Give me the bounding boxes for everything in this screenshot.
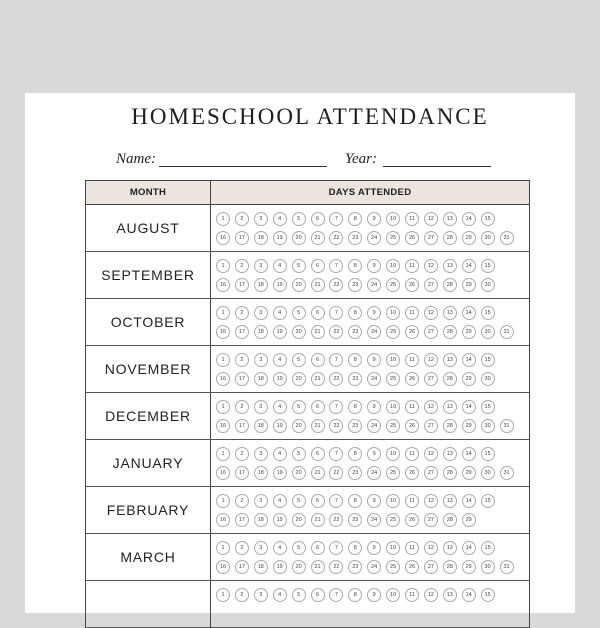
day-circle[interactable]: 11 xyxy=(405,212,419,226)
day-circle[interactable]: 15 xyxy=(481,212,495,226)
day-circle[interactable]: 25 xyxy=(386,419,400,433)
day-circle[interactable]: 28 xyxy=(443,466,457,480)
day-circle[interactable]: 2 xyxy=(235,494,249,508)
day-circle[interactable]: 11 xyxy=(405,400,419,414)
day-circle[interactable]: 19 xyxy=(273,372,287,386)
day-circle[interactable]: 17 xyxy=(235,419,249,433)
attendance-table xyxy=(85,180,530,628)
table-row xyxy=(86,440,529,487)
month-label: DECEMBER xyxy=(86,393,211,439)
day-circle[interactable]: 18 xyxy=(254,372,268,386)
day-circle[interactable]: 30 xyxy=(481,419,495,433)
day-circle[interactable]: 31 xyxy=(500,466,514,480)
day-circle[interactable]: 7 xyxy=(329,541,343,555)
day-circle[interactable]: 20 xyxy=(292,231,306,245)
day-circle[interactable]: 20 xyxy=(292,419,306,433)
day-circle[interactable]: 28 xyxy=(443,513,457,527)
day-circle[interactable]: 27 xyxy=(424,325,438,339)
day-circle[interactable]: 15 xyxy=(481,588,495,602)
day-circle[interactable]: 15 xyxy=(481,259,495,273)
day-circle[interactable]: 3 xyxy=(254,212,268,226)
day-circle[interactable]: 27 xyxy=(424,372,438,386)
day-circle[interactable]: 30 xyxy=(481,325,495,339)
day-circle[interactable]: 14 xyxy=(462,541,476,555)
day-circle[interactable]: 11 xyxy=(405,588,419,602)
day-circle[interactable]: 21 xyxy=(311,231,325,245)
day-circle[interactable]: 1 xyxy=(216,259,230,273)
day-circle[interactable]: 28 xyxy=(443,278,457,292)
day-circle[interactable]: 21 xyxy=(311,466,325,480)
day-circle[interactable]: 16 xyxy=(216,372,230,386)
day-circle[interactable]: 22 xyxy=(329,372,343,386)
day-circle[interactable]: 8 xyxy=(348,306,362,320)
day-circle[interactable]: 22 xyxy=(329,278,343,292)
day-circle[interactable]: 13 xyxy=(443,306,457,320)
day-circle[interactable]: 8 xyxy=(348,447,362,461)
day-circle[interactable]: 23 xyxy=(348,231,362,245)
day-circles xyxy=(211,393,529,439)
day-circle[interactable]: 20 xyxy=(292,325,306,339)
day-circle[interactable]: 22 xyxy=(329,419,343,433)
day-circle[interactable]: 12 xyxy=(424,353,438,367)
day-circle[interactable]: 19 xyxy=(273,419,287,433)
day-circles xyxy=(211,299,529,345)
day-circle[interactable]: 18 xyxy=(254,560,268,574)
day-circle[interactable]: 16 xyxy=(216,560,230,574)
day-circle[interactable]: 14 xyxy=(462,306,476,320)
day-circle[interactable]: 2 xyxy=(235,212,249,226)
day-circle[interactable]: 6 xyxy=(311,494,325,508)
day-circle[interactable]: 2 xyxy=(235,447,249,461)
year-label: Year: xyxy=(345,151,377,167)
day-circle[interactable]: 3 xyxy=(254,447,268,461)
table-row xyxy=(86,299,529,346)
day-circle[interactable]: 12 xyxy=(424,541,438,555)
day-circle[interactable]: 4 xyxy=(273,447,287,461)
day-circle[interactable]: 30 xyxy=(481,560,495,574)
day-circle[interactable]: 14 xyxy=(462,447,476,461)
day-circle[interactable]: 15 xyxy=(481,306,495,320)
day-circle[interactable]: 25 xyxy=(386,325,400,339)
name-field[interactable] xyxy=(159,166,327,167)
month-column-header: MONTH xyxy=(86,181,211,204)
day-circle[interactable]: 25 xyxy=(386,278,400,292)
day-circle[interactable]: 27 xyxy=(424,419,438,433)
day-circle[interactable]: 10 xyxy=(386,353,400,367)
day-circle[interactable]: 26 xyxy=(405,231,419,245)
day-circle[interactable]: 1 xyxy=(216,541,230,555)
day-circle[interactable]: 2 xyxy=(235,588,249,602)
day-circle[interactable]: 31 xyxy=(500,231,514,245)
day-circle[interactable]: 18 xyxy=(254,231,268,245)
day-circle[interactable]: 1 xyxy=(216,353,230,367)
day-circles xyxy=(211,440,529,486)
day-circle[interactable]: 11 xyxy=(405,306,419,320)
day-circle[interactable]: 22 xyxy=(329,466,343,480)
table-row xyxy=(86,581,529,628)
day-circle[interactable]: 12 xyxy=(424,400,438,414)
day-circle[interactable]: 8 xyxy=(348,212,362,226)
day-circle[interactable]: 29 xyxy=(462,466,476,480)
day-circle[interactable]: 21 xyxy=(311,325,325,339)
page-title: HOMESCHOOL ATTENDANCE xyxy=(131,104,489,129)
day-circle[interactable]: 3 xyxy=(254,541,268,555)
day-circle[interactable]: 30 xyxy=(481,372,495,386)
day-circle[interactable]: 19 xyxy=(273,278,287,292)
day-circle[interactable]: 24 xyxy=(367,325,381,339)
table-header xyxy=(86,181,529,205)
day-circle[interactable]: 22 xyxy=(329,513,343,527)
day-circle[interactable]: 12 xyxy=(424,259,438,273)
day-circle[interactable]: 21 xyxy=(311,372,325,386)
day-circle[interactable]: 31 xyxy=(500,560,514,574)
day-circle[interactable]: 22 xyxy=(329,560,343,574)
day-circle[interactable]: 6 xyxy=(311,353,325,367)
day-circle[interactable]: 25 xyxy=(386,466,400,480)
day-circle[interactable]: 7 xyxy=(329,400,343,414)
day-circle[interactable]: 20 xyxy=(292,466,306,480)
day-circle[interactable]: 30 xyxy=(481,466,495,480)
month-label: JANUARY xyxy=(86,440,211,486)
day-circle[interactable]: 31 xyxy=(500,419,514,433)
day-circle[interactable]: 20 xyxy=(292,372,306,386)
day-circle[interactable]: 25 xyxy=(386,231,400,245)
day-circle[interactable]: 23 xyxy=(348,372,362,386)
day-circle[interactable]: 31 xyxy=(500,325,514,339)
day-circle[interactable]: 28 xyxy=(443,560,457,574)
day-circle[interactable]: 17 xyxy=(235,231,249,245)
day-circle[interactable]: 26 xyxy=(405,325,419,339)
day-circle[interactable]: 8 xyxy=(348,494,362,508)
day-circle[interactable]: 6 xyxy=(311,259,325,273)
day-circle[interactable]: 15 xyxy=(481,447,495,461)
day-circle[interactable]: 1 xyxy=(216,447,230,461)
day-circle[interactable]: 7 xyxy=(329,259,343,273)
day-circle[interactable]: 27 xyxy=(424,513,438,527)
day-circles xyxy=(211,346,529,392)
day-circle[interactable]: 21 xyxy=(311,513,325,527)
day-circle[interactable]: 14 xyxy=(462,588,476,602)
day-circle[interactable]: 26 xyxy=(405,419,419,433)
day-circle[interactable]: 13 xyxy=(443,353,457,367)
day-circle[interactable]: 3 xyxy=(254,353,268,367)
day-circle[interactable]: 28 xyxy=(443,419,457,433)
day-circle[interactable]: 29 xyxy=(462,513,476,527)
day-circle[interactable]: 25 xyxy=(386,372,400,386)
day-circle[interactable]: 27 xyxy=(424,278,438,292)
day-circle[interactable]: 8 xyxy=(348,588,362,602)
day-circle[interactable]: 12 xyxy=(424,447,438,461)
day-circle[interactable]: 8 xyxy=(348,259,362,273)
day-circle[interactable]: 17 xyxy=(235,278,249,292)
day-circle[interactable]: 9 xyxy=(367,494,381,508)
day-circle[interactable]: 26 xyxy=(405,278,419,292)
day-circle[interactable]: 9 xyxy=(367,447,381,461)
day-circles xyxy=(211,534,529,580)
day-circle[interactable]: 11 xyxy=(405,447,419,461)
day-circle[interactable]: 18 xyxy=(254,325,268,339)
day-circle[interactable]: 27 xyxy=(424,231,438,245)
day-circle[interactable]: 9 xyxy=(367,306,381,320)
day-circle[interactable]: 17 xyxy=(235,466,249,480)
day-circle[interactable]: 19 xyxy=(273,231,287,245)
day-circle[interactable]: 13 xyxy=(443,588,457,602)
day-circle[interactable]: 28 xyxy=(443,231,457,245)
table-row xyxy=(86,205,529,252)
day-circle[interactable]: 28 xyxy=(443,372,457,386)
day-circle[interactable]: 26 xyxy=(405,513,419,527)
day-circle[interactable]: 2 xyxy=(235,541,249,555)
day-circle[interactable]: 17 xyxy=(235,372,249,386)
day-circle[interactable]: 23 xyxy=(348,466,362,480)
days-column-header: DAYS ATTENDED xyxy=(328,187,412,198)
day-circle[interactable]: 11 xyxy=(405,541,419,555)
day-circle[interactable]: 1 xyxy=(216,306,230,320)
table-row xyxy=(86,252,529,299)
day-circle[interactable]: 3 xyxy=(254,259,268,273)
day-circle[interactable]: 29 xyxy=(462,372,476,386)
day-circle[interactable]: 1 xyxy=(216,400,230,414)
day-circle[interactable]: 7 xyxy=(329,306,343,320)
name-label: Name: xyxy=(116,151,156,167)
day-circle[interactable]: 1 xyxy=(216,588,230,602)
day-circle[interactable]: 10 xyxy=(386,494,400,508)
day-circle[interactable]: 15 xyxy=(481,400,495,414)
day-circle[interactable]: 13 xyxy=(443,212,457,226)
day-circle[interactable]: 19 xyxy=(273,325,287,339)
day-circle[interactable]: 10 xyxy=(386,400,400,414)
day-circle[interactable]: 9 xyxy=(367,400,381,414)
day-circle[interactable]: 5 xyxy=(292,541,306,555)
day-circle[interactable]: 4 xyxy=(273,306,287,320)
day-circle[interactable]: 15 xyxy=(481,353,495,367)
day-circle[interactable]: 16 xyxy=(216,325,230,339)
day-circle[interactable]: 21 xyxy=(311,560,325,574)
day-circle[interactable]: 30 xyxy=(481,231,495,245)
day-circle[interactable]: 24 xyxy=(367,419,381,433)
day-circle[interactable]: 2 xyxy=(235,259,249,273)
day-circle[interactable]: 5 xyxy=(292,588,306,602)
day-circle[interactable]: 25 xyxy=(386,513,400,527)
day-circle[interactable]: 24 xyxy=(367,466,381,480)
day-circle[interactable]: 9 xyxy=(367,259,381,273)
day-circle[interactable]: 23 xyxy=(348,560,362,574)
day-circle[interactable]: 13 xyxy=(443,259,457,273)
day-circle[interactable]: 5 xyxy=(292,306,306,320)
day-circle[interactable]: 8 xyxy=(348,353,362,367)
day-circle[interactable]: 7 xyxy=(329,212,343,226)
day-circle[interactable]: 29 xyxy=(462,278,476,292)
day-circle[interactable]: 24 xyxy=(367,560,381,574)
day-circle[interactable]: 20 xyxy=(292,513,306,527)
day-circle[interactable]: 14 xyxy=(462,353,476,367)
table-row xyxy=(86,487,529,534)
day-circles xyxy=(211,487,529,533)
day-circle[interactable]: 4 xyxy=(273,588,287,602)
month-label: FEBRUARY xyxy=(86,487,211,533)
day-circle[interactable]: 8 xyxy=(348,400,362,414)
day-circle[interactable]: 6 xyxy=(311,400,325,414)
day-circles xyxy=(211,205,529,251)
day-circle[interactable]: 9 xyxy=(367,541,381,555)
table-row xyxy=(86,346,529,393)
day-circle[interactable]: 11 xyxy=(405,353,419,367)
month-label: SEPTEMBER xyxy=(86,252,211,298)
day-circle[interactable]: 29 xyxy=(462,231,476,245)
day-circle[interactable]: 6 xyxy=(311,447,325,461)
day-circle[interactable]: 22 xyxy=(329,231,343,245)
day-circle[interactable]: 16 xyxy=(216,466,230,480)
day-circle[interactable]: 1 xyxy=(216,494,230,508)
day-circle[interactable]: 23 xyxy=(348,513,362,527)
day-circle[interactable]: 17 xyxy=(235,513,249,527)
day-circle[interactable]: 24 xyxy=(367,513,381,527)
day-circle[interactable]: 25 xyxy=(386,560,400,574)
day-circle[interactable]: 21 xyxy=(311,278,325,292)
day-circle[interactable]: 7 xyxy=(329,494,343,508)
day-circle[interactable]: 28 xyxy=(443,325,457,339)
day-circle[interactable]: 18 xyxy=(254,419,268,433)
day-circle[interactable]: 26 xyxy=(405,560,419,574)
day-circles xyxy=(211,581,529,627)
day-circle[interactable]: 18 xyxy=(254,466,268,480)
day-circle[interactable]: 12 xyxy=(424,306,438,320)
month-label: AUGUST xyxy=(86,205,211,251)
month-label: NOVEMBER xyxy=(86,346,211,392)
day-circle[interactable]: 5 xyxy=(292,259,306,273)
year-field[interactable] xyxy=(383,166,491,167)
day-circle[interactable]: 10 xyxy=(386,541,400,555)
day-circle[interactable]: 2 xyxy=(235,353,249,367)
day-circle[interactable]: 9 xyxy=(367,212,381,226)
day-circle[interactable]: 12 xyxy=(424,212,438,226)
day-circle[interactable]: 5 xyxy=(292,400,306,414)
day-circle[interactable]: 19 xyxy=(273,513,287,527)
day-circle[interactable]: 24 xyxy=(367,231,381,245)
table-row xyxy=(86,393,529,440)
day-circle[interactable]: 3 xyxy=(254,400,268,414)
day-circle[interactable]: 14 xyxy=(462,400,476,414)
day-circle[interactable]: 29 xyxy=(462,419,476,433)
day-circle[interactable]: 10 xyxy=(386,259,400,273)
day-circle[interactable]: 10 xyxy=(386,588,400,602)
day-circle[interactable]: 16 xyxy=(216,278,230,292)
day-circle[interactable]: 5 xyxy=(292,494,306,508)
day-circle[interactable]: 16 xyxy=(216,513,230,527)
day-circle[interactable]: 10 xyxy=(386,447,400,461)
day-circles xyxy=(211,252,529,298)
day-circle[interactable]: 21 xyxy=(311,419,325,433)
day-circle[interactable]: 1 xyxy=(216,212,230,226)
day-circle[interactable]: 4 xyxy=(273,541,287,555)
day-circle[interactable]: 6 xyxy=(311,212,325,226)
day-circle[interactable]: 10 xyxy=(386,212,400,226)
day-circle[interactable]: 16 xyxy=(216,231,230,245)
day-circle[interactable]: 4 xyxy=(273,400,287,414)
day-circle[interactable]: 14 xyxy=(462,494,476,508)
day-circle[interactable]: 26 xyxy=(405,466,419,480)
day-circle[interactable]: 13 xyxy=(443,400,457,414)
day-circle[interactable]: 24 xyxy=(367,372,381,386)
day-circle[interactable]: 27 xyxy=(424,560,438,574)
day-circle[interactable]: 23 xyxy=(348,278,362,292)
day-circle[interactable]: 2 xyxy=(235,400,249,414)
day-circle[interactable]: 16 xyxy=(216,419,230,433)
day-circle[interactable]: 27 xyxy=(424,466,438,480)
day-circle[interactable]: 14 xyxy=(462,259,476,273)
day-circle[interactable]: 7 xyxy=(329,447,343,461)
day-circle[interactable]: 17 xyxy=(235,560,249,574)
day-circle[interactable]: 4 xyxy=(273,494,287,508)
day-circle[interactable]: 5 xyxy=(292,447,306,461)
day-circle[interactable]: 19 xyxy=(273,466,287,480)
day-circle[interactable]: 22 xyxy=(329,325,343,339)
day-circle[interactable]: 23 xyxy=(348,419,362,433)
day-circle[interactable]: 13 xyxy=(443,447,457,461)
day-circle[interactable]: 5 xyxy=(292,212,306,226)
day-circle[interactable]: 3 xyxy=(254,494,268,508)
table-row xyxy=(86,534,529,581)
day-circle[interactable]: 15 xyxy=(481,541,495,555)
day-circle[interactable]: 7 xyxy=(329,588,343,602)
day-circle[interactable]: 20 xyxy=(292,560,306,574)
day-circle[interactable]: 9 xyxy=(367,353,381,367)
day-circle[interactable]: 29 xyxy=(462,325,476,339)
day-circle[interactable]: 3 xyxy=(254,588,268,602)
day-circle[interactable]: 19 xyxy=(273,560,287,574)
day-circle[interactable]: 13 xyxy=(443,541,457,555)
day-circle[interactable]: 26 xyxy=(405,372,419,386)
day-circle[interactable]: 11 xyxy=(405,494,419,508)
day-circle[interactable]: 8 xyxy=(348,541,362,555)
day-circle[interactable]: 6 xyxy=(311,306,325,320)
day-circle[interactable]: 14 xyxy=(462,212,476,226)
day-circle[interactable]: 30 xyxy=(481,278,495,292)
day-circle[interactable]: 10 xyxy=(386,306,400,320)
day-circle[interactable]: 7 xyxy=(329,353,343,367)
day-circle[interactable]: 5 xyxy=(292,353,306,367)
day-circle[interactable]: 3 xyxy=(254,306,268,320)
day-circle[interactable]: 18 xyxy=(254,278,268,292)
day-circle[interactable]: 12 xyxy=(424,494,438,508)
day-circle[interactable]: 13 xyxy=(443,494,457,508)
day-circle[interactable]: 4 xyxy=(273,212,287,226)
day-circle[interactable]: 23 xyxy=(348,325,362,339)
day-circle[interactable]: 20 xyxy=(292,278,306,292)
month-label: MARCH xyxy=(86,534,211,580)
day-circle[interactable]: 11 xyxy=(405,259,419,273)
day-circle[interactable]: 6 xyxy=(311,541,325,555)
day-circle[interactable]: 24 xyxy=(367,278,381,292)
month-label: OCTOBER xyxy=(86,299,211,345)
month-label xyxy=(86,581,211,627)
day-circle[interactable]: 4 xyxy=(273,353,287,367)
day-circle[interactable]: 4 xyxy=(273,259,287,273)
day-circle[interactable]: 6 xyxy=(311,588,325,602)
day-circle[interactable]: 29 xyxy=(462,560,476,574)
day-circle[interactable]: 15 xyxy=(481,494,495,508)
day-circle[interactable]: 12 xyxy=(424,588,438,602)
day-circle[interactable]: 2 xyxy=(235,306,249,320)
day-circle[interactable]: 18 xyxy=(254,513,268,527)
day-circle[interactable]: 17 xyxy=(235,325,249,339)
day-circle[interactable]: 9 xyxy=(367,588,381,602)
